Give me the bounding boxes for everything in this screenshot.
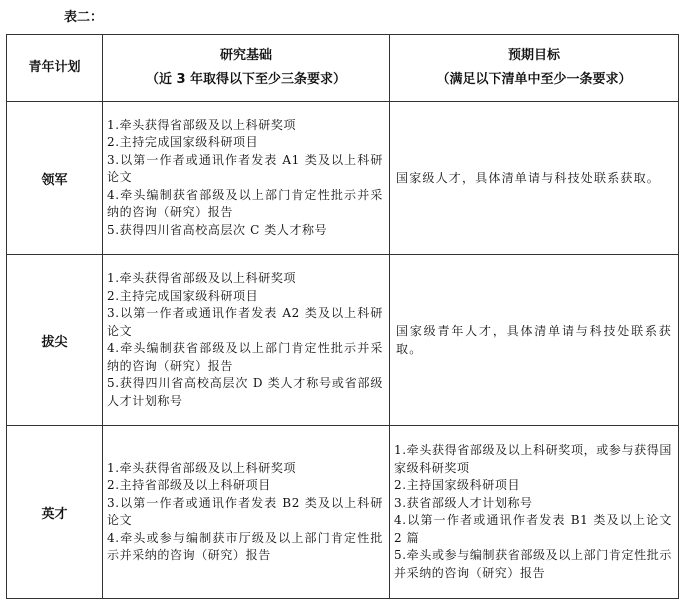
header-expected-goal-note: （满足以下清单中至少一条要求） [436,72,632,87]
basis-cell [103,255,390,426]
goal-cell [390,255,679,426]
basis-item: 1.牵头获得省部级及以上科研奖项 [107,117,297,132]
basis-item: 4.牵头或参与编制获市厅级及以上部门肯定性批示并采纳的咨询（研究）报告 [107,530,383,562]
goal-item: 5.牵头或参与编制获省部级及以上部门肯定性批示并采纳的咨询（研究）报告 [394,548,672,580]
goal-cell [390,102,679,255]
basis-item: 3.以第一作者或通讯作者发表 A1 类及以上科研论文 [107,152,383,185]
header-research-basis-title: 研究基础 [219,48,272,63]
basis-item: 3.以第一作者或通讯作者发表 A2 类及以上科研论文 [107,306,383,338]
basis-item: 1.牵头获得省部级及以上科研奖项 [107,460,297,475]
basis-cell [103,426,390,599]
header-research-basis [103,35,390,102]
table-row-top-talent [7,255,679,426]
table-row-leader [7,102,679,255]
header-expected-goal-title: 预期目标 [507,48,560,63]
goal-text: 国家级青年人才，具体清单请与科技处联系获取。 [396,324,672,356]
basis-item: 5.获得四川省高校高层次 C 类人才称号 [107,222,328,237]
level-cell: 英才 [7,426,103,599]
goal-item: 3.获省部级人才计划称号 [394,495,533,510]
youth-plan-table [6,34,679,599]
basis-item: 2.主持省部级及以上科研项目 [107,478,271,492]
header-research-basis-note: （近 3 年取得以下至少三条要求） [145,72,347,87]
basis-item: 4.牵头编制获省部级及以上部门肯定性批示并采纳的咨询（研究）报告 [107,341,383,373]
basis-item: 2.主持完成国家级科研项目 [107,288,259,303]
goal-item: 1.牵头获得省部级及以上科研奖项，或参与获得国家级科研奖项 [394,443,672,475]
basis-item: 4.牵头编制获省部级及以上部门肯定性批示并采纳的咨询（研究）报告 [107,187,383,220]
basis-cell [103,102,390,255]
header-plan: 青年计划 [7,35,103,102]
basis-item: 3.以第一作者或通讯作者发表 B2 类及以上科研论文 [107,495,383,527]
table-header-row [7,35,679,102]
basis-item: 5.获得四川省高校高层次 D 类人才称号或省部级人才计划称号 [107,376,383,408]
table-caption: 表二： [64,10,104,25]
header-expected-goal [390,35,679,102]
goal-item: 2.主持国家级科研项目 [394,478,521,492]
level-cell: 拔尖 [7,255,103,426]
goal-item: 4.以第一作者或通讯作者发表 B1 类及以上论文 2 篇 [394,513,672,545]
goal-cell [390,426,679,599]
goal-text: 国家级人才，具体清单请与科技处联系获取。 [396,171,661,185]
basis-item: 2.主持完成国家级科研项目 [107,135,259,150]
basis-item: 1.牵头获得省部级及以上科研奖项 [107,271,297,285]
level-cell: 领军 [7,102,103,255]
table-row-elite [7,426,679,599]
